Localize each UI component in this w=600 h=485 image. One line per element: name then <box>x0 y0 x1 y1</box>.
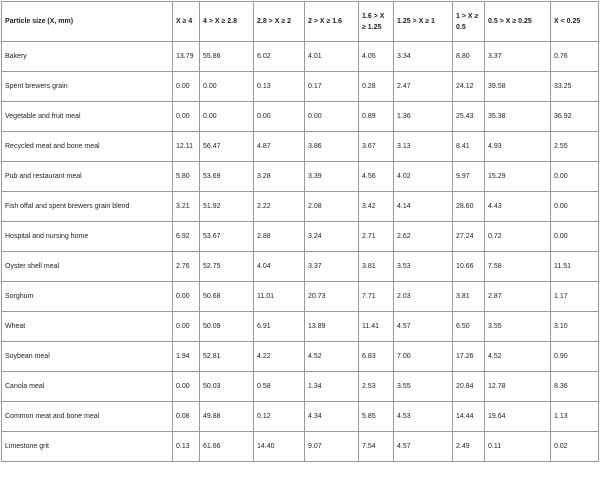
table-row <box>2 222 599 252</box>
percentage-cell: 3.81 <box>359 252 394 282</box>
material-name-cell: Limestone grit <box>2 432 173 462</box>
percentage-cell: 0.02 <box>551 432 599 462</box>
percentage-cell: 2.88 <box>254 222 305 252</box>
percentage-cell: 4.22 <box>254 342 305 372</box>
table-body <box>2 42 599 462</box>
percentage-cell: 0.00 <box>200 72 254 102</box>
percentage-cell: 10.66 <box>453 252 485 282</box>
percentage-cell: 0.58 <box>254 372 305 402</box>
percentage-cell: 3.55 <box>394 372 453 402</box>
percentage-cell: 4.93 <box>485 132 551 162</box>
material-name-cell: Vegetable and fruit meal <box>2 102 173 132</box>
column-header-range: X < 0.25 <box>551 2 599 42</box>
material-name-cell: Recycled meat and bone meal <box>2 132 173 162</box>
percentage-cell: 0.13 <box>173 432 200 462</box>
percentage-cell: 28.60 <box>453 192 485 222</box>
percentage-cell: 2.71 <box>359 222 394 252</box>
percentage-cell: 25.43 <box>453 102 485 132</box>
percentage-cell: 1.13 <box>551 402 599 432</box>
percentage-cell: 5.80 <box>173 162 200 192</box>
column-header-range: 4 > X ≥ 2.8 <box>200 2 254 42</box>
percentage-cell: 14.44 <box>453 402 485 432</box>
material-name-cell: Soybean meal <box>2 342 173 372</box>
percentage-cell: 6.50 <box>453 312 485 342</box>
material-name-cell: Bakery <box>2 42 173 72</box>
percentage-cell: 61.66 <box>200 432 254 462</box>
percentage-cell: 15.29 <box>485 162 551 192</box>
column-header-range: 0.5 > X ≥ 0.25 <box>485 2 551 42</box>
percentage-cell: 0.72 <box>485 222 551 252</box>
material-name-cell: Sorghum <box>2 282 173 312</box>
particle-size-table <box>1 1 599 462</box>
percentage-cell: 3.21 <box>173 192 200 222</box>
percentage-cell: 3.28 <box>254 162 305 192</box>
percentage-cell: 39.58 <box>485 72 551 102</box>
table-row <box>2 132 599 162</box>
percentage-cell: 2.87 <box>485 282 551 312</box>
column-header-range: 1 > X ≥ 0.5 <box>453 2 485 42</box>
percentage-cell: 50.03 <box>200 372 254 402</box>
percentage-cell: 2.22 <box>254 192 305 222</box>
percentage-cell: 2.49 <box>453 432 485 462</box>
percentage-cell: 4.52 <box>305 342 359 372</box>
percentage-cell: 55.86 <box>200 42 254 72</box>
percentage-cell: 9.97 <box>453 162 485 192</box>
table-row <box>2 42 599 72</box>
percentage-cell: 27.24 <box>453 222 485 252</box>
percentage-cell: 7.58 <box>485 252 551 282</box>
percentage-cell: 4.57 <box>394 432 453 462</box>
percentage-cell: 13.89 <box>305 312 359 342</box>
percentage-cell: 0.00 <box>173 102 200 132</box>
material-name-cell: Common meat and bone meal <box>2 402 173 432</box>
percentage-cell: 24.12 <box>453 72 485 102</box>
percentage-cell: 3.42 <box>359 192 394 222</box>
percentage-cell: 3.39 <box>305 162 359 192</box>
table-row <box>2 102 599 132</box>
column-header-particle-size: Particle size (X, mm) <box>2 2 173 42</box>
percentage-cell: 0.12 <box>254 402 305 432</box>
percentage-cell: 0.90 <box>551 342 599 372</box>
percentage-cell: 0.00 <box>305 102 359 132</box>
percentage-cell: 52.75 <box>200 252 254 282</box>
percentage-cell: 9.07 <box>305 432 359 462</box>
percentage-cell: 4.14 <box>394 192 453 222</box>
percentage-cell: 2.76 <box>173 252 200 282</box>
percentage-cell: 3.55 <box>485 312 551 342</box>
percentage-cell: 2.47 <box>394 72 453 102</box>
table-row <box>2 162 599 192</box>
percentage-cell: 3.81 <box>453 282 485 312</box>
column-header-range: 2 > X ≥ 1.6 <box>305 2 359 42</box>
percentage-cell: 0.89 <box>359 102 394 132</box>
percentage-cell: 13.79 <box>173 42 200 72</box>
percentage-cell: 8.80 <box>453 42 485 72</box>
percentage-cell: 4.53 <box>394 402 453 432</box>
table-row <box>2 282 599 312</box>
table-row <box>2 372 599 402</box>
material-name-cell: Canola meal <box>2 372 173 402</box>
percentage-cell: 7.54 <box>359 432 394 462</box>
percentage-cell: 3.67 <box>359 132 394 162</box>
percentage-cell: 3.86 <box>305 132 359 162</box>
percentage-cell: 0.17 <box>305 72 359 102</box>
percentage-cell: 0.00 <box>173 312 200 342</box>
table-row <box>2 402 599 432</box>
percentage-cell: 3.37 <box>485 42 551 72</box>
particle-size-table-container <box>1 1 598 483</box>
percentage-cell: 2.03 <box>394 282 453 312</box>
percentage-cell: 1.94 <box>173 342 200 372</box>
percentage-cell: 4.87 <box>254 132 305 162</box>
percentage-cell: 51.92 <box>200 192 254 222</box>
percentage-cell: 50.09 <box>200 312 254 342</box>
percentage-cell: 4.02 <box>394 162 453 192</box>
table-row <box>2 342 599 372</box>
percentage-cell: 20.84 <box>453 372 485 402</box>
percentage-cell: 3.10 <box>551 312 599 342</box>
percentage-cell: 12.78 <box>485 372 551 402</box>
percentage-cell: 6.02 <box>254 42 305 72</box>
percentage-cell: 0.00 <box>551 192 599 222</box>
percentage-cell: 8.41 <box>453 132 485 162</box>
percentage-cell: 0.08 <box>173 402 200 432</box>
percentage-cell: 0.00 <box>551 162 599 192</box>
percentage-cell: 12.11 <box>173 132 200 162</box>
table-row <box>2 192 599 222</box>
percentage-cell: 4.01 <box>305 42 359 72</box>
material-name-cell: Fish offal and spent brewers grain blend <box>2 192 173 222</box>
material-name-cell: Hospital and nursing home <box>2 222 173 252</box>
percentage-cell: 0.11 <box>485 432 551 462</box>
percentage-cell: 0.28 <box>359 72 394 102</box>
percentage-cell: 4.57 <box>394 312 453 342</box>
percentage-cell: 53.69 <box>200 162 254 192</box>
percentage-cell: 0.00 <box>254 102 305 132</box>
percentage-cell: 4.04 <box>254 252 305 282</box>
percentage-cell: 17.26 <box>453 342 485 372</box>
percentage-cell: 3.13 <box>394 132 453 162</box>
percentage-cell: 4.05 <box>359 42 394 72</box>
percentage-cell: 1.36 <box>394 102 453 132</box>
percentage-cell: 5.85 <box>359 402 394 432</box>
percentage-cell: 2.08 <box>305 192 359 222</box>
percentage-cell: 1.34 <box>305 372 359 402</box>
percentage-cell: 3.37 <box>305 252 359 282</box>
percentage-cell: 50.68 <box>200 282 254 312</box>
percentage-cell: 0.13 <box>254 72 305 102</box>
percentage-cell: 14.40 <box>254 432 305 462</box>
percentage-cell: 0.00 <box>173 372 200 402</box>
column-header-range: 2.8 > X ≥ 2 <box>254 2 305 42</box>
percentage-cell: 2.55 <box>551 132 599 162</box>
percentage-cell: 20.73 <box>305 282 359 312</box>
percentage-cell: 49.88 <box>200 402 254 432</box>
material-name-cell: Wheat <box>2 312 173 342</box>
percentage-cell: 52.81 <box>200 342 254 372</box>
percentage-cell: 11.51 <box>551 252 599 282</box>
percentage-cell: 3.34 <box>394 42 453 72</box>
percentage-cell: 33.25 <box>551 72 599 102</box>
percentage-cell: 0.00 <box>200 102 254 132</box>
column-header-range: X ≥ 4 <box>173 2 200 42</box>
percentage-cell: 56.47 <box>200 132 254 162</box>
percentage-cell: 53.67 <box>200 222 254 252</box>
percentage-cell: 0.00 <box>173 282 200 312</box>
column-header-range: 1.25 > X ≥ 1 <box>394 2 453 42</box>
table-row <box>2 432 599 462</box>
percentage-cell: 6.91 <box>254 312 305 342</box>
percentage-cell: 4.52 <box>485 342 551 372</box>
percentage-cell: 2.53 <box>359 372 394 402</box>
percentage-cell: 7.00 <box>394 342 453 372</box>
material-name-cell: Oyster shell meal <box>2 252 173 282</box>
table-header-row <box>2 2 599 42</box>
percentage-cell: 19.64 <box>485 402 551 432</box>
table-row <box>2 312 599 342</box>
percentage-cell: 0.00 <box>551 222 599 252</box>
percentage-cell: 4.43 <box>485 192 551 222</box>
percentage-cell: 6.92 <box>173 222 200 252</box>
percentage-cell: 11.01 <box>254 282 305 312</box>
column-header-range: 1.6 > X ≥ 1.25 <box>359 2 394 42</box>
percentage-cell: 7.71 <box>359 282 394 312</box>
percentage-cell: 0.00 <box>173 72 200 102</box>
percentage-cell: 6.83 <box>359 342 394 372</box>
percentage-cell: 11.41 <box>359 312 394 342</box>
percentage-cell: 8.36 <box>551 372 599 402</box>
percentage-cell: 35.38 <box>485 102 551 132</box>
percentage-cell: 3.24 <box>305 222 359 252</box>
material-name-cell: Spent brewers grain <box>2 72 173 102</box>
percentage-cell: 0.76 <box>551 42 599 72</box>
material-name-cell: Pub and restaurant meal <box>2 162 173 192</box>
percentage-cell: 36.92 <box>551 102 599 132</box>
percentage-cell: 3.53 <box>394 252 453 282</box>
percentage-cell: 4.34 <box>305 402 359 432</box>
percentage-cell: 1.17 <box>551 282 599 312</box>
percentage-cell: 2.62 <box>394 222 453 252</box>
table-row <box>2 72 599 102</box>
percentage-cell: 4.56 <box>359 162 394 192</box>
table-row <box>2 252 599 282</box>
